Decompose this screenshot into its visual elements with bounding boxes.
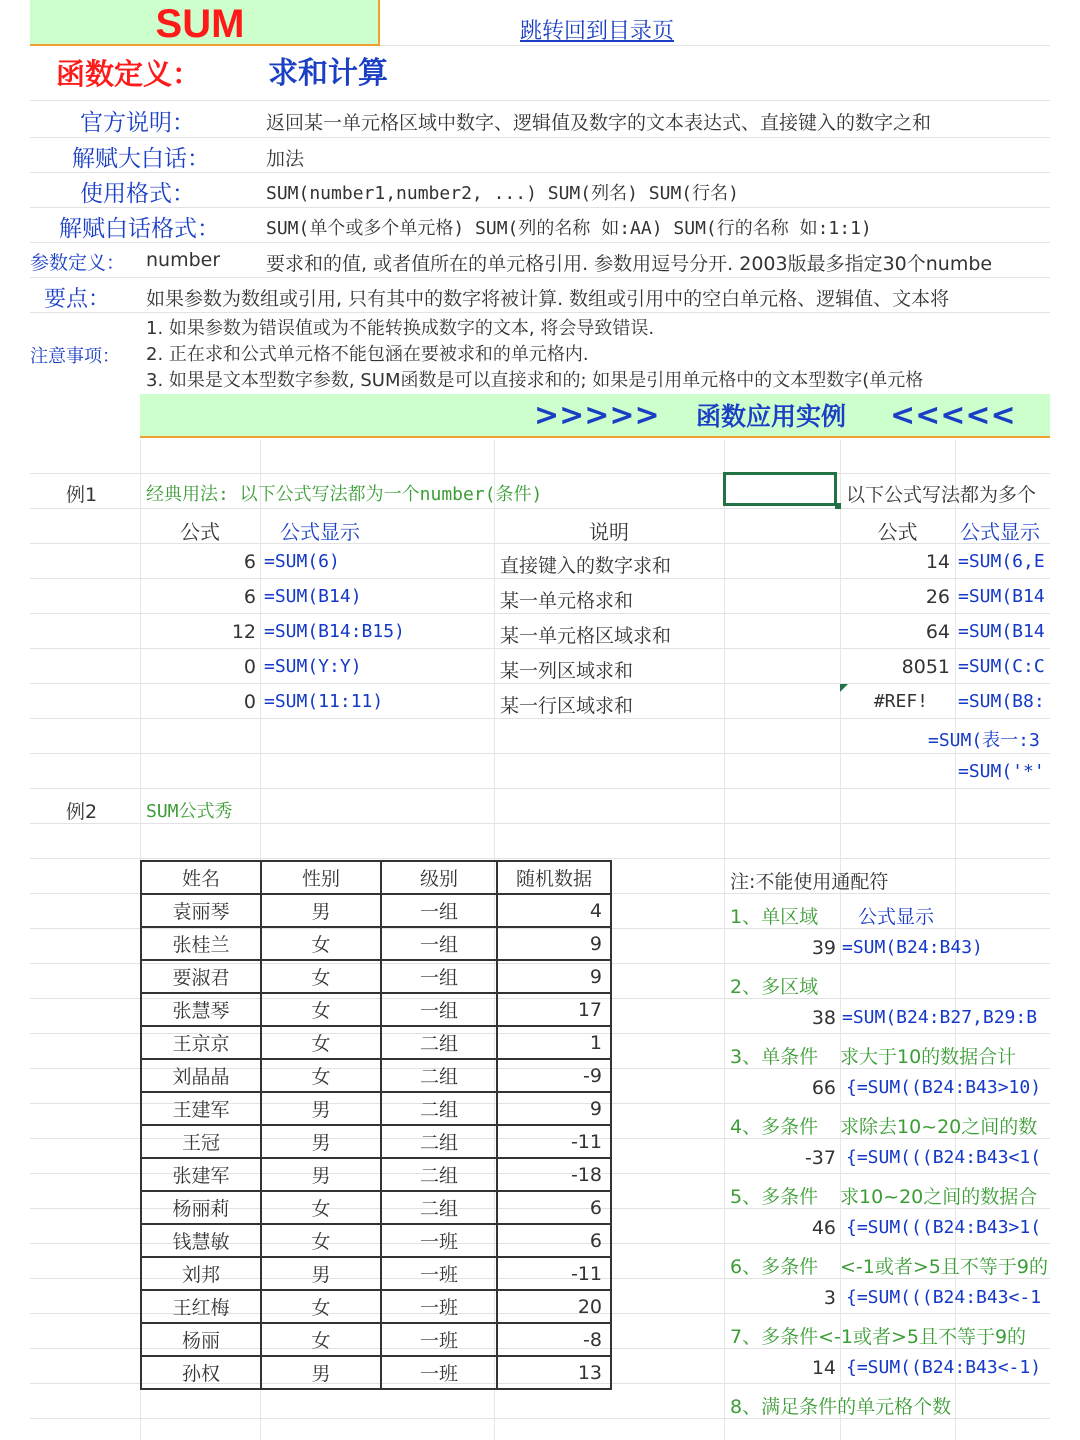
example2-caption: SUM公式秀 (146, 801, 233, 822)
back-to-index-link[interactable]: 跳转回到目录页 (520, 19, 675, 44)
cell[interactable]: 9 (497, 927, 611, 960)
people-table (140, 860, 612, 1390)
ex1-right-value: #REF! (873, 691, 928, 712)
note-extra: 求除去10~20之间的数 (840, 1116, 1038, 1138)
note-formula: {=SUM(((B24:B43>1( (846, 1217, 1042, 1238)
param-label: 参数定义： (30, 252, 126, 274)
ex1-formula: =SUM(B14:B15) (264, 621, 405, 642)
cell[interactable]: -11 (497, 1257, 611, 1290)
cell[interactable]: 二组 (381, 1092, 497, 1125)
note-item: 2. 正在求和公式单元格不能包涵在要被求和的单元格内. (146, 344, 589, 365)
banner-left-arrows: >>>>> (534, 398, 660, 433)
cell[interactable]: 一班 (381, 1257, 497, 1290)
ex1-right-value: 14 (925, 551, 950, 573)
table-row (141, 1290, 611, 1323)
note-extra: 求大于10的数据合计 (840, 1046, 1017, 1068)
ex1-right-formula: =SUM(表一:3 (928, 730, 1040, 751)
table-row (141, 1158, 611, 1191)
cell[interactable]: 女 (261, 960, 381, 993)
header-random: 随机数据 (497, 861, 611, 894)
note-label: 6、多条件 (730, 1256, 819, 1278)
table-row (141, 960, 611, 993)
ex1-value: 6 (243, 551, 256, 573)
cell[interactable]: 钱慧敏 (141, 1224, 261, 1257)
table-row (141, 1059, 611, 1092)
usage-format-value: SUM(number1,number2, ...) SUM(列名) SUM(行名) (266, 183, 739, 204)
cell[interactable]: 一班 (381, 1224, 497, 1257)
table-row (141, 1125, 611, 1158)
note-extra: 求10~20之间的数据合 (840, 1186, 1038, 1208)
param-desc: 要求和的值, 或者值所在的单元格引用. 参数用逗号分开. 2003版最多指定30个numbe (266, 253, 993, 275)
cell[interactable]: 女 (261, 1323, 381, 1356)
cell[interactable]: 女 (261, 1059, 381, 1092)
example1-caption: 经典用法: 以下公式写法都为一个number(条件) (146, 484, 543, 505)
ex1-desc: 某一单元格区域求和 (500, 625, 672, 647)
note-value: 38 (811, 1007, 836, 1029)
ex1-formula: =SUM(11:11) (264, 691, 384, 712)
note-label: 2、多区域 (730, 976, 819, 998)
example1-caption-right: 以下公式写法都为多个 (846, 484, 1037, 506)
example2-label: 例2 (66, 801, 98, 823)
cell[interactable]: 二组 (381, 1191, 497, 1224)
header-name: 姓名 (141, 861, 261, 894)
ex1-desc: 某一列区域求和 (500, 660, 634, 682)
note-formula: {=SUM((B24:B43>10) (846, 1077, 1042, 1098)
definition-label: 函数定义： (56, 57, 202, 91)
cell[interactable]: 男 (261, 894, 381, 927)
ex1-formula: =SUM(6) (264, 551, 340, 572)
note-value: 66 (811, 1077, 836, 1099)
cell[interactable]: 17 (497, 993, 611, 1026)
cell[interactable]: 一组 (381, 927, 497, 960)
ex1-right-value: 8051 (901, 656, 950, 678)
table-row (141, 1191, 611, 1224)
key-point-text: 如果参数为数组或引用, 只有其中的数字将被计算. 数组或引用中的空白单元格、逻辑值、文本将 (146, 288, 950, 310)
cell[interactable]: 男 (261, 1125, 381, 1158)
ex1-value: 0 (243, 656, 256, 678)
plain-format-value: SUM(单个或多个单元格) SUM(列的名称 如:AA) SUM(行的名称 如:1:1) (266, 218, 872, 239)
note-extra: 公式显示 (858, 906, 935, 928)
key-point-label: 要点： (44, 287, 111, 312)
cell[interactable]: 男 (261, 1257, 381, 1290)
cell[interactable]: 杨丽 (141, 1323, 261, 1356)
note-label: 5、多条件 (730, 1186, 819, 1208)
cell[interactable]: 1 (497, 1026, 611, 1059)
note-formula: {=SUM(((B24:B43<-1 (846, 1287, 1042, 1308)
cell[interactable]: 女 (261, 993, 381, 1026)
note-value: -37 (804, 1147, 836, 1169)
cell[interactable]: 王冠 (141, 1125, 261, 1158)
cell[interactable]: -18 (497, 1158, 611, 1191)
table-row (141, 927, 611, 960)
official-desc-value: 返回某一单元格区域中数字、逻辑值及数字的文本表达式、直接键入的数字之和 (266, 112, 932, 134)
cell[interactable]: 女 (261, 1191, 381, 1224)
example1-label: 例1 (66, 484, 98, 506)
header-level: 级别 (381, 861, 497, 894)
right-notes-title: 注:不能使用通配符 (730, 871, 889, 893)
ex1-desc: 某一单元格求和 (500, 590, 634, 612)
cell[interactable]: 6 (497, 1191, 611, 1224)
cell[interactable]: 9 (497, 960, 611, 993)
plain-format-label: 解赋白话格式： (59, 216, 220, 242)
banner-title: 函数应用实例 (696, 402, 847, 431)
cell[interactable]: 一班 (381, 1290, 497, 1323)
col-header-formula-right: 公式 (877, 520, 918, 544)
table-header-row (141, 861, 611, 894)
cell[interactable]: 一班 (381, 1356, 497, 1389)
cell[interactable]: 张建军 (141, 1158, 261, 1191)
col-header-display-right: 公式显示 (960, 520, 1040, 544)
cell[interactable]: 二组 (381, 1158, 497, 1191)
note-value: 3 (823, 1287, 836, 1309)
col-header-formula-display: 公式显示 (280, 520, 360, 544)
cell[interactable]: 一组 (381, 894, 497, 927)
cell[interactable]: -8 (497, 1323, 611, 1356)
note-label: 1、单区域 (730, 906, 819, 928)
ex1-right-formula: =SUM(B14 (958, 586, 1045, 607)
ex1-right-formula: =SUM(6,E (958, 551, 1045, 572)
cell[interactable]: 一组 (381, 993, 497, 1026)
col-header-formula: 公式 (180, 520, 220, 544)
official-desc-label: 官方说明： (80, 110, 195, 136)
note-item: 3. 如果是文本型数字参数, SUM函数是可以直接求和的; 如果是引用单元格中的文本型数字(单元格 (146, 370, 924, 391)
cell[interactable]: 女 (261, 1026, 381, 1059)
table-row (141, 1356, 611, 1389)
note-extra: <-1或者>5且不等于9的 (840, 1256, 1048, 1278)
table-row (141, 993, 611, 1026)
param-name: number (146, 249, 221, 271)
banner-right-arrows: <<<<< (890, 398, 1016, 433)
note-value: 39 (811, 937, 836, 959)
note-value: 14 (811, 1357, 836, 1379)
table-row (141, 1323, 611, 1356)
cell[interactable]: 男 (261, 1356, 381, 1389)
note-formula: {=SUM(((B24:B43<1( (846, 1147, 1042, 1168)
col-header-description: 说明 (589, 520, 629, 544)
ex1-value: 12 (231, 621, 256, 643)
cell[interactable]: 13 (497, 1356, 611, 1389)
ex1-formula: =SUM(Y:Y) (264, 656, 362, 677)
note-label: 8、满足条件的单元格个数 (730, 1396, 952, 1418)
cell[interactable]: 孙权 (141, 1356, 261, 1389)
cell[interactable]: -11 (497, 1125, 611, 1158)
cell[interactable]: 二组 (381, 1125, 497, 1158)
ex1-right-value: 26 (925, 586, 950, 608)
notes-label: 注意事项： (30, 346, 120, 367)
ex1-value: 6 (243, 586, 256, 608)
cell[interactable]: 杨丽莉 (141, 1191, 261, 1224)
usage-format-label: 使用格式： (80, 181, 195, 207)
cell[interactable]: 一组 (381, 960, 497, 993)
cell[interactable]: 张慧琴 (141, 993, 261, 1026)
note-formula: =SUM(B24:B43) (842, 937, 983, 958)
table-row (141, 1224, 611, 1257)
cell[interactable]: 二组 (381, 1059, 497, 1092)
note-label: 7、多条件<-1或者>5且不等于9的 (730, 1326, 1027, 1348)
note-item: 1. 如果参数为错误值或为不能转换成数字的文本, 将会导致错误. (146, 318, 655, 339)
cell[interactable]: 6 (497, 1224, 611, 1257)
ex1-right-formula: =SUM(B8: (958, 691, 1045, 712)
cell[interactable]: 要淑君 (141, 960, 261, 993)
ex1-right-value: 64 (925, 621, 950, 643)
cell[interactable]: 女 (261, 1290, 381, 1323)
ex1-right-formula: =SUM(C:C (958, 656, 1045, 677)
header-gender: 性别 (261, 861, 381, 894)
cell[interactable]: 王红梅 (141, 1290, 261, 1323)
ex1-right-formula: =SUM('*' (958, 761, 1045, 782)
note-label: 3、单条件 (730, 1046, 819, 1068)
cell[interactable]: 袁丽琴 (141, 894, 261, 927)
ex1-desc: 某一行区域求和 (500, 695, 634, 717)
table-row (141, 1026, 611, 1059)
function-name: SUM (155, 2, 245, 46)
cell[interactable]: 二组 (381, 1026, 497, 1059)
note-formula: {=SUM((B24:B43<-1) (846, 1357, 1042, 1378)
note-value: 46 (811, 1217, 836, 1239)
cell[interactable]: 女 (261, 927, 381, 960)
cell[interactable]: 刘邦 (141, 1257, 261, 1290)
selected-cell[interactable] (723, 472, 837, 506)
cell[interactable]: 张桂兰 (141, 927, 261, 960)
ex1-value: 0 (243, 691, 256, 713)
plain-talk-value: 加法 (266, 148, 305, 170)
table-row (141, 894, 611, 927)
cell[interactable]: 刘晶晶 (141, 1059, 261, 1092)
ex1-formula: =SUM(B14) (264, 586, 362, 607)
cell[interactable]: 男 (261, 1158, 381, 1191)
cell[interactable]: -9 (497, 1059, 611, 1092)
cell[interactable]: 20 (497, 1290, 611, 1323)
fill-handle[interactable] (835, 503, 841, 509)
note-formula: =SUM(B24:B27,B29:B (842, 1007, 1038, 1028)
cell[interactable]: 9 (497, 1092, 611, 1125)
table-row (141, 1257, 611, 1290)
cell[interactable]: 女 (261, 1224, 381, 1257)
cell[interactable]: 男 (261, 1092, 381, 1125)
cell[interactable]: 4 (497, 894, 611, 927)
table-row (141, 1092, 611, 1125)
definition-value: 求和计算 (268, 56, 388, 91)
ex1-right-formula: =SUM(B14 (958, 621, 1045, 642)
cell[interactable]: 王建军 (141, 1092, 261, 1125)
cell[interactable]: 王京京 (141, 1026, 261, 1059)
ex1-desc: 直接键入的数字求和 (500, 555, 672, 577)
cell[interactable]: 一班 (381, 1323, 497, 1356)
plain-talk-label: 解赋大白话： (72, 146, 210, 172)
note-label: 4、多条件 (730, 1116, 819, 1138)
